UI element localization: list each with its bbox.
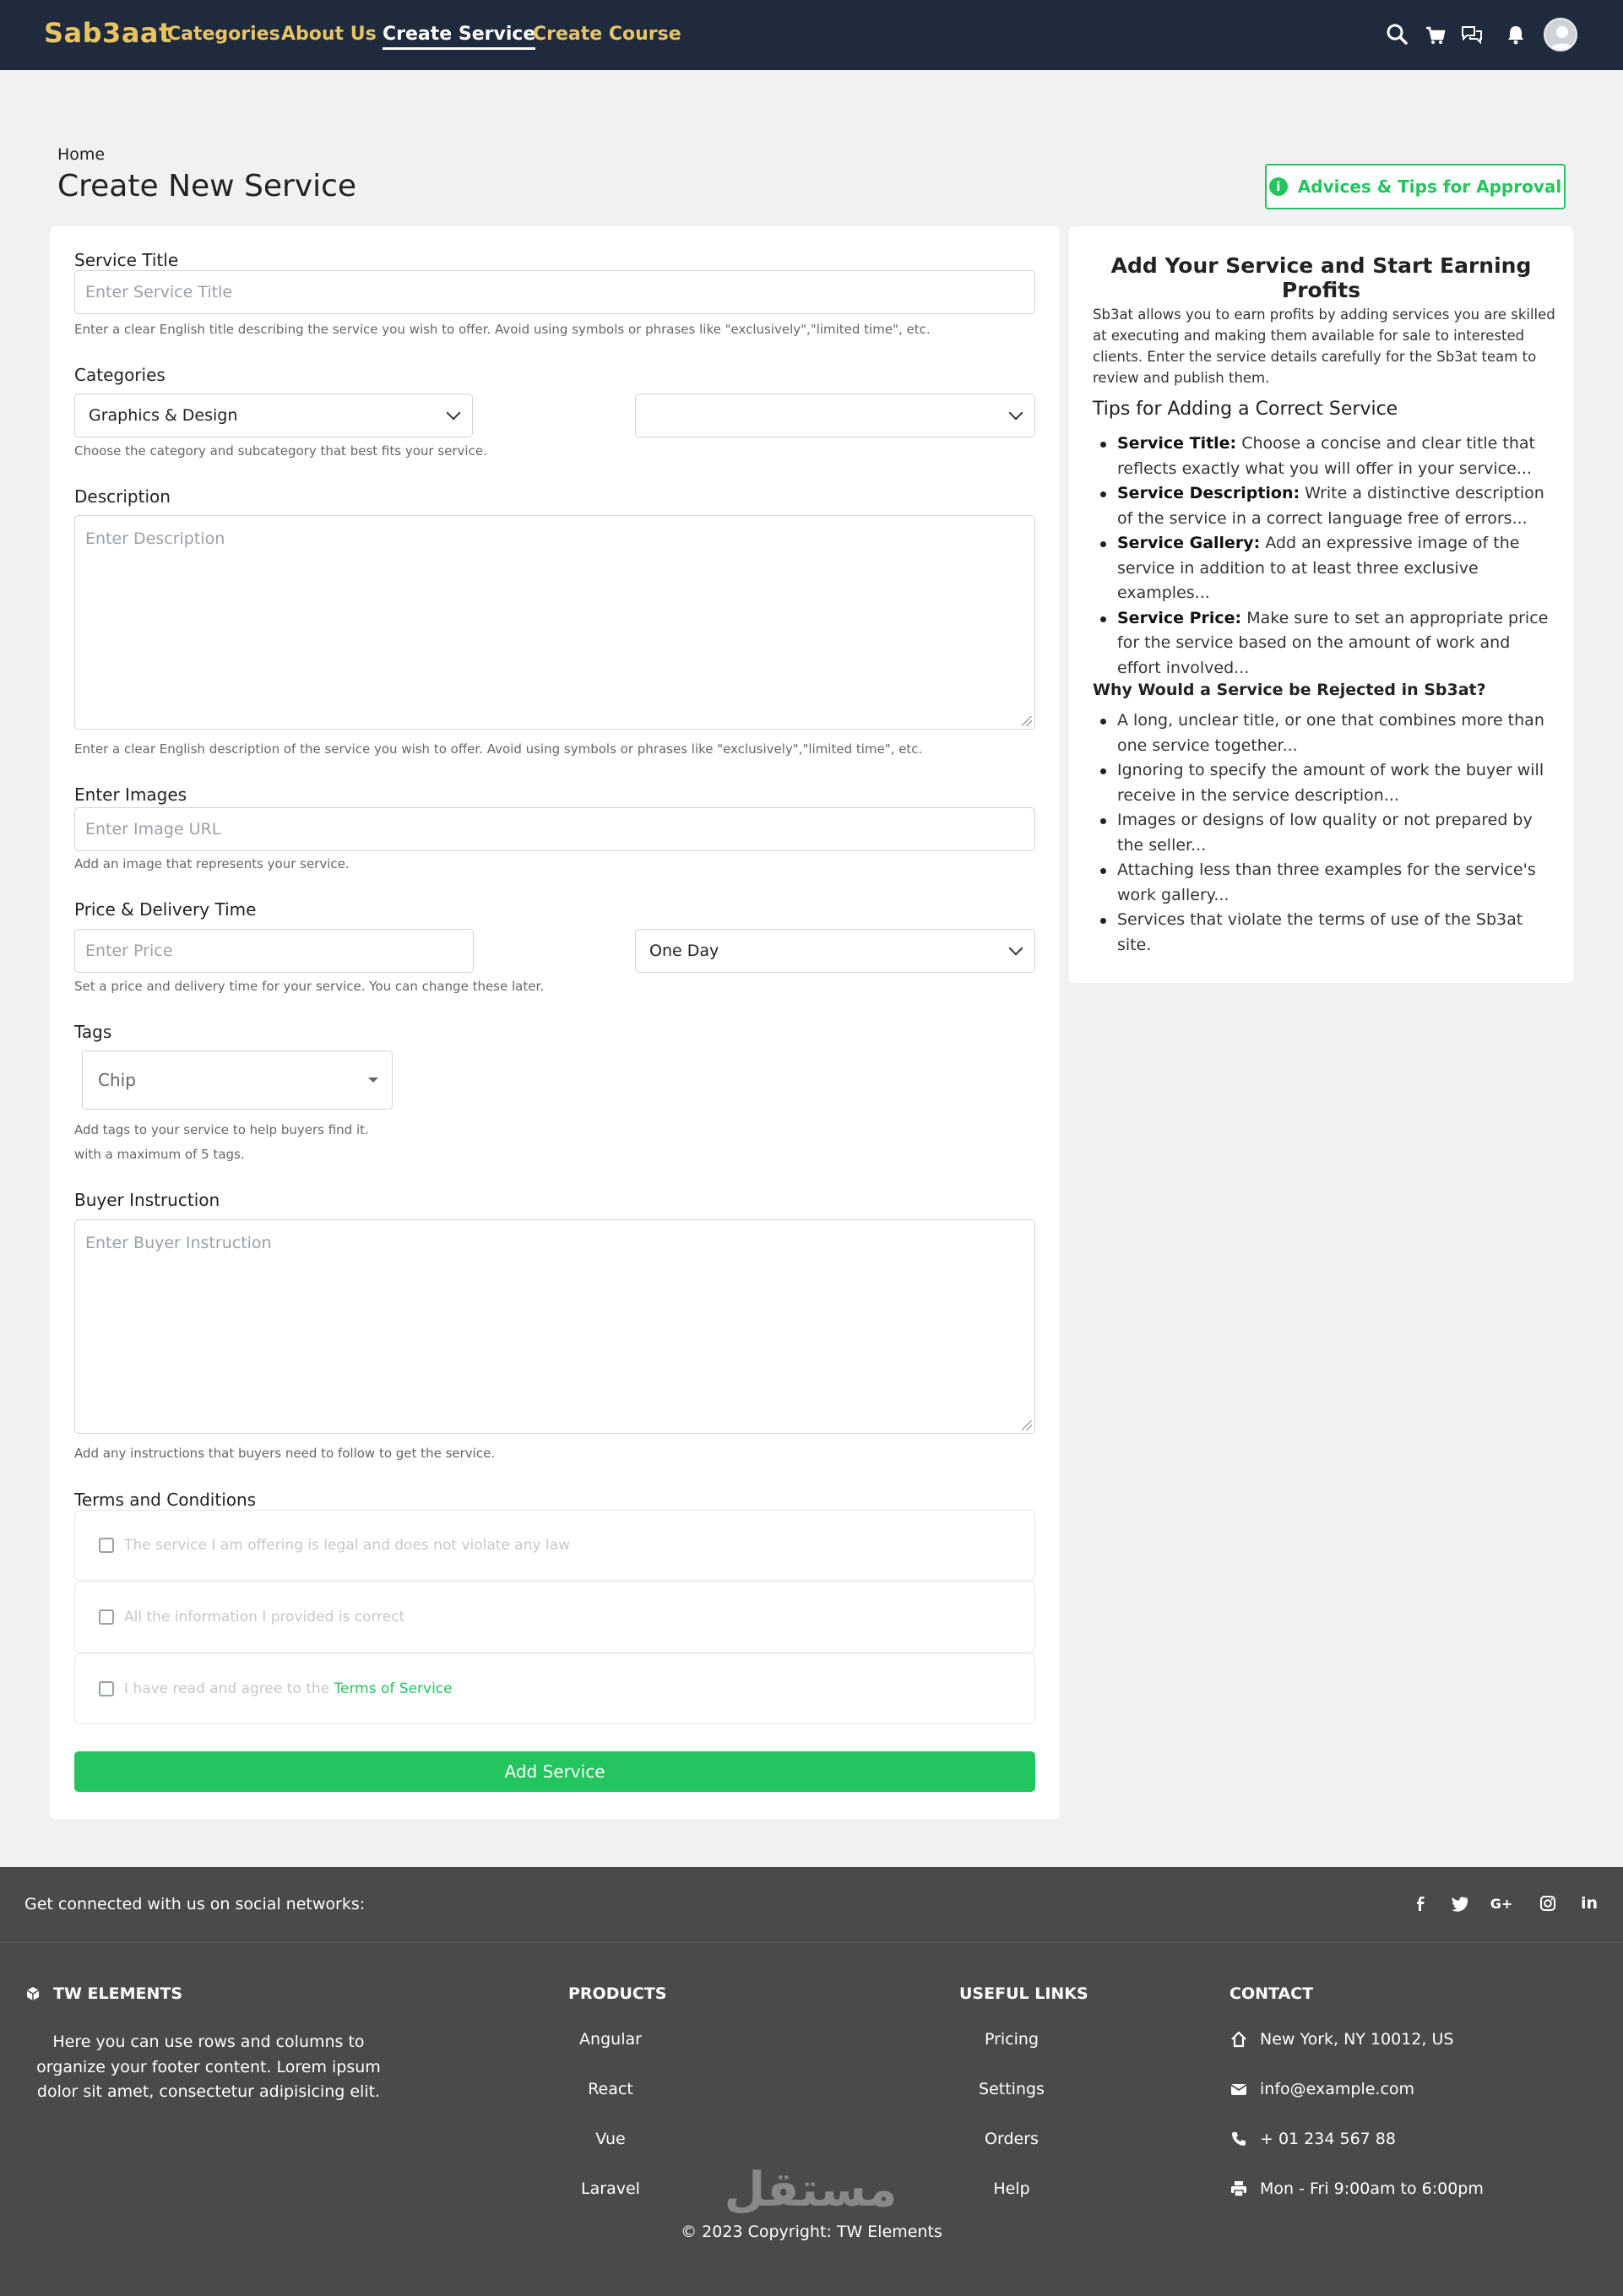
bell-icon[interactable] bbox=[1501, 20, 1530, 49]
page-title: Create New Service bbox=[57, 169, 357, 204]
chevron-down-icon bbox=[447, 406, 461, 421]
advices-tips-button[interactable] bbox=[1265, 164, 1566, 209]
tags-help: Add tags to your service to help buyers find it. bbox=[74, 1122, 369, 1137]
term-agree-prefix: I have read and agree to the bbox=[124, 1680, 330, 1697]
subcategory-select[interactable] bbox=[635, 394, 1035, 437]
footer-link-angular[interactable]: Angular bbox=[579, 2030, 642, 2049]
term-correct-info-checkbox[interactable] bbox=[99, 1609, 114, 1625]
buyer-instruction-textarea[interactable] bbox=[74, 1219, 1035, 1434]
google-plus-icon[interactable]: G+ bbox=[1490, 1895, 1513, 1912]
social-text: Get connected with us on social networks: bbox=[24, 1895, 366, 1913]
add-service-button[interactable]: Add Service bbox=[74, 1751, 1035, 1792]
resize-handle-icon[interactable] bbox=[1022, 1420, 1032, 1430]
create-service-form bbox=[50, 226, 1060, 1819]
tags-select[interactable] bbox=[82, 1050, 393, 1110]
contact-hours: Mon - Fri 9:00am to 6:00pm bbox=[1229, 2179, 1484, 2198]
reject-reason-item: A long, unclear title, or one that combines more than one service together... bbox=[1093, 708, 1557, 758]
nav-link-about-us[interactable]: About Us bbox=[281, 24, 377, 45]
reject-reason-item: Images or designs of low quality or not prepared by the seller... bbox=[1093, 808, 1557, 858]
breadcrumb[interactable]: Home bbox=[57, 145, 106, 164]
brand-heading: TW ELEMENTS bbox=[24, 1984, 182, 2003]
service-title-help: Enter a clear English title describing the service you wish to offer. Avoid using symbols or phrases like "exclusively","limited time", etc. bbox=[74, 322, 931, 337]
delivery-time-value: One Day bbox=[649, 942, 719, 960]
reject-reason-item: Ignoring to specify the amount of work the buyer will receive in the service description... bbox=[1093, 758, 1557, 808]
products-heading: PRODUCTS bbox=[568, 1984, 667, 2003]
reject-reason-item: Attaching less than three examples for the service's work gallery... bbox=[1093, 858, 1557, 908]
chat-icon[interactable] bbox=[1457, 20, 1486, 49]
term-agree-checkbox[interactable] bbox=[99, 1681, 114, 1696]
social-bar bbox=[0, 1867, 1623, 1943]
avatar[interactable] bbox=[1544, 18, 1577, 52]
facebook-icon[interactable] bbox=[1409, 1892, 1431, 1914]
tip-item: Service Title: Choose a concise and clear title that reflects exactly what you will offer in your service... bbox=[1093, 432, 1557, 481]
cube-icon bbox=[24, 1985, 41, 2002]
description-help: Enter a clear English description of the service you wish to offer. Avoid using symbols or phrases like "exclusively","limited time", etc. bbox=[74, 741, 923, 757]
nav-link-categories[interactable]: Categories bbox=[167, 24, 280, 45]
tip-item: Service Price: Make sure to set an appropriate price for the service based on the amount of work and effort involved... bbox=[1093, 606, 1557, 681]
tip-item: Service Description: Write a distinctive description of the service in a correct language free of errors... bbox=[1093, 481, 1557, 531]
tips-heading: Tips for Adding a Correct Service bbox=[1093, 399, 1398, 420]
copyright: © 2023 Copyright: TW Elements bbox=[681, 2223, 942, 2241]
term-legal-text: The service I am offering is legal and does not violate any law bbox=[124, 1537, 570, 1554]
chevron-down-icon bbox=[1009, 942, 1023, 956]
buyer-instruction-label: Buyer Instruction bbox=[74, 1190, 220, 1210]
cart-icon[interactable] bbox=[1421, 20, 1450, 49]
reject-heading: Why Would a Service be Rejected in Sb3at? bbox=[1093, 681, 1486, 699]
tip-item: Service Gallery: Add an expressive image of the service in addition to at least three exclusive examples... bbox=[1093, 531, 1557, 606]
reject-reasons-list bbox=[1093, 708, 1557, 958]
service-title-input[interactable]: Enter Service Title bbox=[74, 270, 1035, 314]
footer-link-pricing[interactable]: Pricing bbox=[984, 2030, 1039, 2049]
svg-text:مستقل: مستقل bbox=[724, 2163, 898, 2217]
tips-panel-intro: Sb3at allows you to earn profits by adding services you are skilled at executing and making them available for sale to interested clients. Enter the service details carefully for the Sb3at team to review and publish them. bbox=[1093, 307, 1555, 386]
service-title-label: Service Title bbox=[74, 250, 179, 270]
term-agree-row[interactable] bbox=[74, 1653, 1035, 1724]
categories-help: Choose the category and subcategory that best fits your service. bbox=[74, 443, 487, 459]
categories-label: Categories bbox=[74, 365, 166, 385]
resize-handle-icon[interactable] bbox=[1022, 716, 1032, 726]
terms-label: Terms and Conditions bbox=[74, 1490, 257, 1510]
home-icon bbox=[1229, 2030, 1248, 2049]
info-icon: i bbox=[1269, 177, 1288, 196]
description-placeholder: Enter Description bbox=[85, 529, 225, 548]
footer-link-laravel[interactable]: Laravel bbox=[581, 2179, 640, 2198]
term-legal-checkbox[interactable] bbox=[99, 1538, 114, 1553]
tags-select-value: Chip bbox=[98, 1070, 136, 1090]
delivery-time-select[interactable] bbox=[635, 929, 1035, 973]
tips-list bbox=[1093, 432, 1557, 681]
footer-link-help[interactable]: Help bbox=[993, 2179, 1030, 2198]
search-icon[interactable] bbox=[1383, 20, 1412, 49]
price-help: Set a price and delivery time for your service. You can change these later. bbox=[74, 979, 545, 994]
price-delivery-label: Price & Delivery Time bbox=[74, 899, 257, 920]
buyer-instruction-placeholder: Enter Buyer Instruction bbox=[85, 1234, 272, 1252]
phone-icon bbox=[1229, 2130, 1248, 2148]
category-select[interactable] bbox=[74, 394, 473, 437]
description-textarea[interactable] bbox=[74, 515, 1035, 730]
caret-down-icon bbox=[368, 1077, 378, 1083]
tags-label: Tags bbox=[74, 1022, 112, 1042]
chevron-down-icon bbox=[1009, 406, 1023, 421]
contact-address: New York, NY 10012, US bbox=[1229, 2030, 1453, 2049]
brand-text: Here you can use rows and columns to organize your footer content. Lorem ipsum dolor sit amet, consectetur adipisicing elit. bbox=[36, 2033, 381, 2101]
mostaql-watermark bbox=[709, 2153, 912, 2221]
term-legal-row[interactable] bbox=[74, 1510, 1035, 1581]
footer-link-vue[interactable]: Vue bbox=[595, 2130, 626, 2148]
tips-panel-title: Add Your Service and Start Earning Profits bbox=[1110, 253, 1532, 302]
top-navbar bbox=[0, 0, 1623, 70]
footer-link-orders[interactable]: Orders bbox=[985, 2130, 1039, 2148]
footer-link-react[interactable]: React bbox=[588, 2080, 633, 2098]
term-correct-info-row[interactable] bbox=[74, 1582, 1035, 1653]
useful-links-heading: USEFUL LINKS bbox=[959, 1984, 1088, 2003]
contact-phone: + 01 234 567 88 bbox=[1229, 2130, 1396, 2148]
footer-link-settings[interactable]: Settings bbox=[979, 2080, 1045, 2098]
terms-of-service-link[interactable]: Terms of Service bbox=[334, 1680, 453, 1697]
term-correct-info-text: All the information I provided is correct bbox=[124, 1609, 405, 1626]
nav-link-create-course[interactable]: Create Course bbox=[533, 24, 681, 45]
images-label: Enter Images bbox=[74, 784, 187, 805]
term-agree-text bbox=[124, 1680, 453, 1697]
linkedin-icon[interactable]: in bbox=[1580, 1894, 1599, 1913]
reject-reason-item: Services that violate the terms of use of the Sb3at site. bbox=[1093, 908, 1557, 958]
category-select-value: Graphics & Design bbox=[89, 406, 238, 425]
mail-icon bbox=[1229, 2080, 1248, 2098]
instagram-icon[interactable] bbox=[1537, 1892, 1559, 1914]
contact-heading: CONTACT bbox=[1229, 1984, 1314, 2003]
description-label: Description bbox=[74, 486, 171, 507]
logo[interactable]: Sab3aat bbox=[44, 17, 172, 49]
buyer-instruction-help: Add any instructions that buyers need to follow to get the service. bbox=[74, 1446, 496, 1461]
tips-panel bbox=[1069, 226, 1573, 983]
nav-link-create-service[interactable]: Create Service bbox=[383, 24, 535, 50]
price-input[interactable]: Enter Price bbox=[74, 929, 474, 973]
print-icon bbox=[1229, 2179, 1248, 2198]
contact-email: info@example.com bbox=[1229, 2080, 1414, 2098]
twitter-icon[interactable] bbox=[1449, 1892, 1471, 1914]
images-help: Add an image that represents your service. bbox=[74, 856, 350, 871]
advices-tips-label: Advices & Tips for Approval bbox=[1297, 176, 1562, 197]
image-url-input[interactable]: Enter Image URL bbox=[74, 807, 1035, 851]
tags-limit-help: with a maximum of 5 tags. bbox=[74, 1147, 245, 1162]
